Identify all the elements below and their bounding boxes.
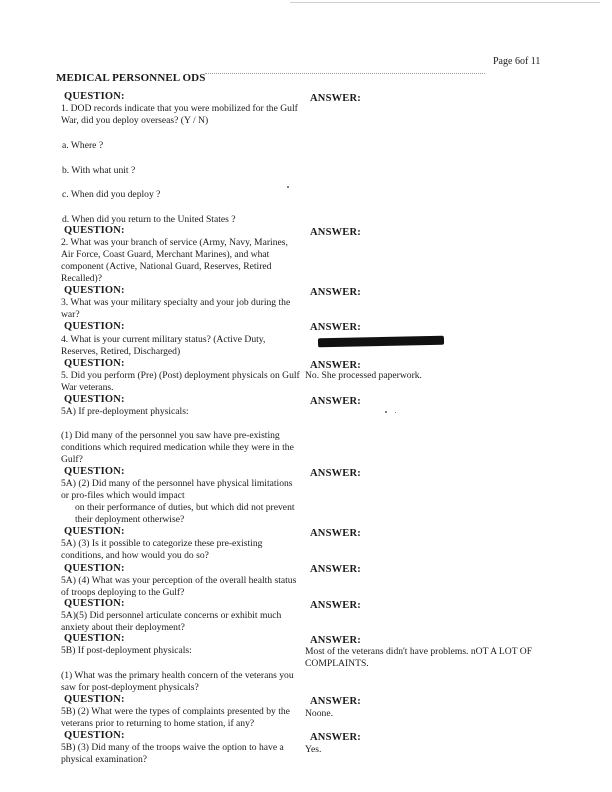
question-5a-3: 5A) (3) Is it possible to categorize these pre-existing conditions, and how would you do so?	[61, 538, 263, 561]
redaction-bar	[318, 336, 444, 348]
question-label: QUESTION:	[64, 91, 125, 102]
answer-label: ANSWER:	[310, 322, 361, 333]
answer-5b-3: Yes.	[305, 744, 322, 755]
answer-label: ANSWER:	[310, 732, 361, 743]
answer-5b-2: Noone.	[305, 708, 333, 719]
question-label: QUESTION:	[64, 633, 125, 644]
question-2-text: 2. What was your branch of service (Army, Navy, Marines, Air Force, Coast Guard, Merchant Marines), and what component (Active, National Guard, Reserves, Retired Recalled)?	[61, 237, 288, 284]
scan-artifact-line	[205, 73, 485, 74]
answer-label: ANSWER:	[310, 396, 361, 407]
question-1c: c. When did you deploy ?	[62, 189, 161, 200]
scan-top-rule	[290, 2, 600, 3]
question-3-text: 3. What was your military specialty and your job during the war?	[61, 297, 291, 320]
question-label: QUESTION:	[64, 321, 125, 332]
answer-label: ANSWER:	[310, 635, 361, 646]
answer-label: ANSWER:	[310, 468, 361, 479]
question-5b-text: 5B) If post-deployment physicals:	[61, 645, 192, 656]
question-5a-1: (1) Did many of the personnel you saw have pre-existing conditions which required medication while they were in the Gulf?	[61, 430, 294, 465]
answer-label: ANSWER:	[310, 696, 361, 707]
scan-speck	[395, 412, 396, 413]
question-1b: b. With what unit ?	[62, 165, 136, 176]
question-1a: a. Where ?	[62, 140, 104, 151]
question-5a-2-cont: on their performance of duties, but which did not prevent their deployment otherwise?	[75, 502, 295, 525]
question-label: QUESTION:	[64, 730, 125, 741]
answer-5: No. She processed paperwork.	[305, 370, 422, 381]
answer-label: ANSWER:	[310, 600, 361, 611]
answer-label: ANSWER:	[310, 360, 361, 371]
page-number: Page 6of 11	[493, 56, 541, 67]
answer-5b: Most of the veterans didn't have problems. nOT A LOT OF COMPLAINTS.	[305, 646, 533, 669]
question-4-text: 4. What is your current military status? (Active Duty, Reserves, Retired, Discharged)	[61, 334, 266, 357]
question-label: QUESTION:	[64, 394, 125, 405]
question-label: QUESTION:	[64, 526, 125, 537]
question-5a-2: 5A) (2) Did many of the personnel have physical limitations or pro-files which would impact	[61, 478, 293, 501]
answer-label: ANSWER:	[310, 564, 361, 575]
question-1-text: 1. DOD records indicate that you were mobilized for the Gulf War, did you deploy overseas? (Y / N)	[61, 103, 298, 126]
question-5a-5: 5A)(5) Did personnel articulate concerns or exhibit much anxiety about their deployment?	[61, 610, 282, 633]
answer-label: ANSWER:	[310, 227, 361, 238]
question-5b-1: (1) What was the primary health concern of the veterans you saw for post-deployment physicals?	[61, 670, 294, 693]
answer-label: ANSWER:	[310, 93, 361, 104]
question-1d: d. When did you return to the United States ?	[62, 214, 236, 225]
scan-speck	[385, 411, 387, 413]
question-label: QUESTION:	[64, 598, 125, 609]
question-label: QUESTION:	[64, 285, 125, 296]
question-5a-4: 5A) (4) What was your perception of the overall health status of troops deploying to the Gulf?	[61, 575, 297, 598]
answer-label: ANSWER:	[310, 528, 361, 539]
scan-speck	[287, 186, 289, 188]
question-label: QUESTION:	[64, 225, 125, 236]
question-label: QUESTION:	[64, 563, 125, 574]
answer-label: ANSWER:	[310, 287, 361, 298]
document-header: MEDICAL PERSONNEL ODS	[56, 72, 206, 84]
question-5a-text: 5A) If pre-deployment physicals:	[61, 406, 189, 417]
question-label: QUESTION:	[64, 694, 125, 705]
question-5-text: 5. Did you perform (Pre) (Post) deployment physicals on Gulf War veterans.	[61, 370, 300, 393]
question-5b-2: 5B) (2) What were the types of complaints presented by the veterans prior to returning to home station, if any?	[61, 706, 290, 729]
question-label: QUESTION:	[64, 466, 125, 477]
question-label: QUESTION:	[64, 358, 125, 369]
question-5b-3: 5B) (3) Did many of the troops waive the option to have a physical examination?	[61, 742, 284, 765]
